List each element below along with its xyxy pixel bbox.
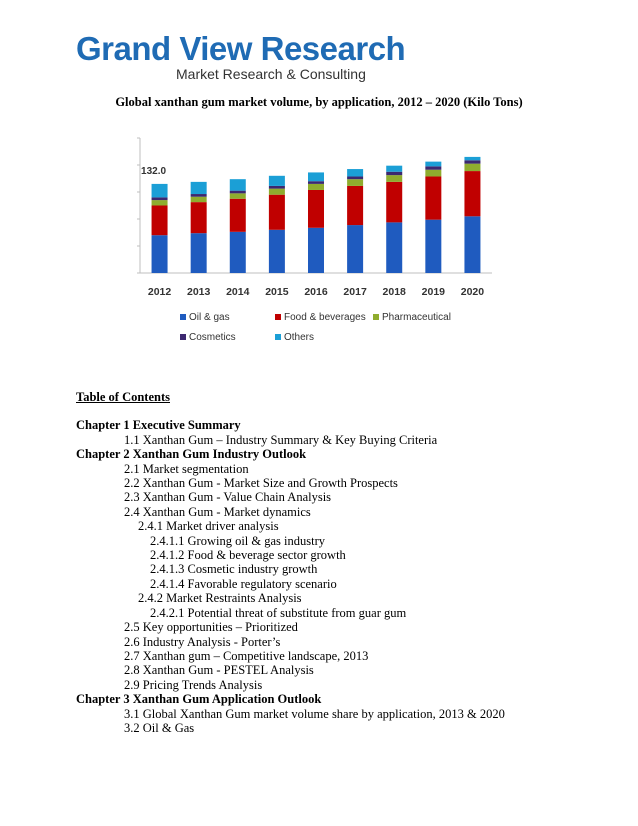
- legend-swatch: [275, 314, 281, 320]
- bar-oil-gas-2020: [464, 216, 480, 273]
- bar-others-2013: [191, 182, 207, 194]
- bar-cosmetics-2020: [464, 160, 480, 163]
- bar-pharmaceutical-2016: [308, 184, 324, 190]
- bar-pharmaceutical-2020: [464, 164, 480, 171]
- bar-others-2019: [425, 162, 441, 167]
- bar-pharmaceutical-2018: [386, 175, 402, 182]
- x-tick-label: 2019: [421, 286, 446, 298]
- legend-swatch: [180, 334, 186, 340]
- toc-chapter: Chapter 1 Executive Summary: [76, 418, 241, 433]
- bar-others-2018: [386, 166, 402, 172]
- bar-pharmaceutical-2015: [269, 189, 285, 195]
- toc-chapter: Chapter 2 Xanthan Gum Industry Outlook: [76, 447, 307, 462]
- bar-cosmetics-2019: [425, 166, 441, 169]
- toc-entry: 3.1 Global Xanthan Gum market volume share by application, 2013 & 2020: [124, 706, 505, 721]
- legend-label: Food & beverages: [284, 312, 366, 323]
- bar-oil-gas-2017: [347, 225, 363, 273]
- toc-entry: 2.4.1.4 Favorable regulatory scenario: [150, 576, 337, 591]
- stacked-bar-chart: [120, 128, 500, 358]
- bar-cosmetics-2017: [347, 176, 363, 179]
- x-tick-label: 2017: [343, 286, 367, 298]
- data-label: 132.0: [141, 165, 167, 177]
- bar-oil-gas-2013: [191, 233, 207, 273]
- bar-oil-gas-2016: [308, 228, 324, 273]
- brand-name: Grand View Research: [76, 30, 406, 67]
- bar-pharmaceutical-2012: [152, 200, 168, 205]
- toc-entry: 2.4.2 Market Restraints Analysis: [138, 591, 302, 606]
- toc-entry: 2.4.1.2 Food & beverage sector growth: [150, 548, 346, 563]
- toc-entry: 2.1 Market segmentation: [124, 461, 249, 476]
- bar-oil-gas-2015: [269, 230, 285, 273]
- bar-oil-gas-2012: [152, 235, 168, 273]
- toc-entry: 2.8 Xanthan Gum - PESTEL Analysis: [124, 663, 314, 678]
- bar-others-2020: [464, 157, 480, 160]
- legend-label: Cosmetics: [189, 332, 236, 343]
- legend-label: Pharmaceutical: [382, 312, 451, 323]
- toc-entry: 2.7 Xanthan gum – Competitive landscape, 2013: [124, 648, 369, 663]
- bar-others-2014: [230, 179, 246, 190]
- bar-food-beverages-2014: [230, 199, 246, 232]
- toc-entry: 3.2 Oil & Gas: [124, 720, 195, 735]
- bar-cosmetics-2014: [230, 191, 246, 194]
- toc-entry: 1.1 Xanthan Gum – Industry Summary & Key Buying Criteria: [124, 432, 438, 447]
- figure-title: Global xanthan gum market volume, by application, 2012 – 2020 (Kilo Tons): [115, 95, 523, 109]
- bar-cosmetics-2015: [269, 186, 285, 189]
- bar-oil-gas-2019: [425, 220, 441, 273]
- bar-others-2016: [308, 172, 324, 181]
- x-tick-label: 2018: [382, 286, 406, 298]
- legend-swatch: [275, 334, 281, 340]
- toc-entry: 2.4.1 Market driver analysis: [138, 519, 279, 534]
- bar-cosmetics-2016: [308, 181, 324, 184]
- bar-cosmetics-2018: [386, 172, 402, 175]
- bar-pharmaceutical-2014: [230, 193, 246, 198]
- legend-swatch: [373, 314, 379, 320]
- bar-food-beverages-2012: [152, 206, 168, 236]
- toc-entry: 2.4.2.1 Potential threat of substitute from guar gum: [150, 605, 407, 620]
- x-tick-label: 2015: [265, 286, 289, 298]
- bar-others-2012: [152, 184, 168, 198]
- bar-food-beverages-2016: [308, 190, 324, 228]
- table-of-contents: [76, 390, 505, 735]
- bar-cosmetics-2013: [191, 194, 207, 197]
- toc-entry: 2.3 Xanthan Gum - Value Chain Analysis: [124, 490, 332, 505]
- bar-food-beverages-2019: [425, 176, 441, 219]
- x-tick-label: 2012: [147, 286, 172, 298]
- bar-food-beverages-2015: [269, 195, 285, 230]
- bar-cosmetics-2012: [152, 197, 168, 200]
- bar-food-beverages-2013: [191, 202, 207, 233]
- legend-label: Others: [284, 332, 315, 343]
- toc-entry: 2.4.1.1 Growing oil & gas industry: [150, 533, 325, 548]
- toc-heading: Table of Contents: [76, 390, 170, 404]
- legend-label: Oil & gas: [189, 312, 230, 323]
- bar-others-2015: [269, 176, 285, 186]
- legend-swatch: [180, 314, 186, 320]
- toc-list: [76, 418, 505, 735]
- bar-pharmaceutical-2013: [191, 197, 207, 202]
- toc-entry: 2.2 Xanthan Gum - Market Size and Growth Prospects: [124, 476, 398, 491]
- x-tick-label: 2014: [226, 286, 250, 298]
- bar-food-beverages-2020: [464, 171, 480, 216]
- bar-food-beverages-2017: [347, 186, 363, 225]
- bar-others-2017: [347, 169, 363, 176]
- toc-entry: 2.5 Key opportunities – Prioritized: [124, 620, 298, 635]
- toc-entry: 2.4 Xanthan Gum - Market dynamics: [124, 504, 311, 519]
- bar-pharmaceutical-2017: [347, 179, 363, 186]
- toc-entry: 2.4.1.3 Cosmetic industry growth: [150, 562, 318, 577]
- bar-food-beverages-2018: [386, 182, 402, 223]
- bar-pharmaceutical-2019: [425, 170, 441, 177]
- brand-tagline: Market Research & Consulting: [176, 66, 366, 82]
- x-tick-label: 2013: [186, 286, 211, 298]
- bar-oil-gas-2014: [230, 232, 246, 273]
- toc-entry: 2.9 Pricing Trends Analysis: [124, 677, 263, 692]
- toc-chapter: Chapter 3 Xanthan Gum Application Outlook: [76, 692, 322, 707]
- x-tick-label: 2016: [304, 286, 328, 298]
- bar-oil-gas-2018: [386, 222, 402, 273]
- x-tick-label: 2020: [460, 286, 485, 298]
- toc-entry: 2.6 Industry Analysis - Porter’s: [124, 634, 281, 649]
